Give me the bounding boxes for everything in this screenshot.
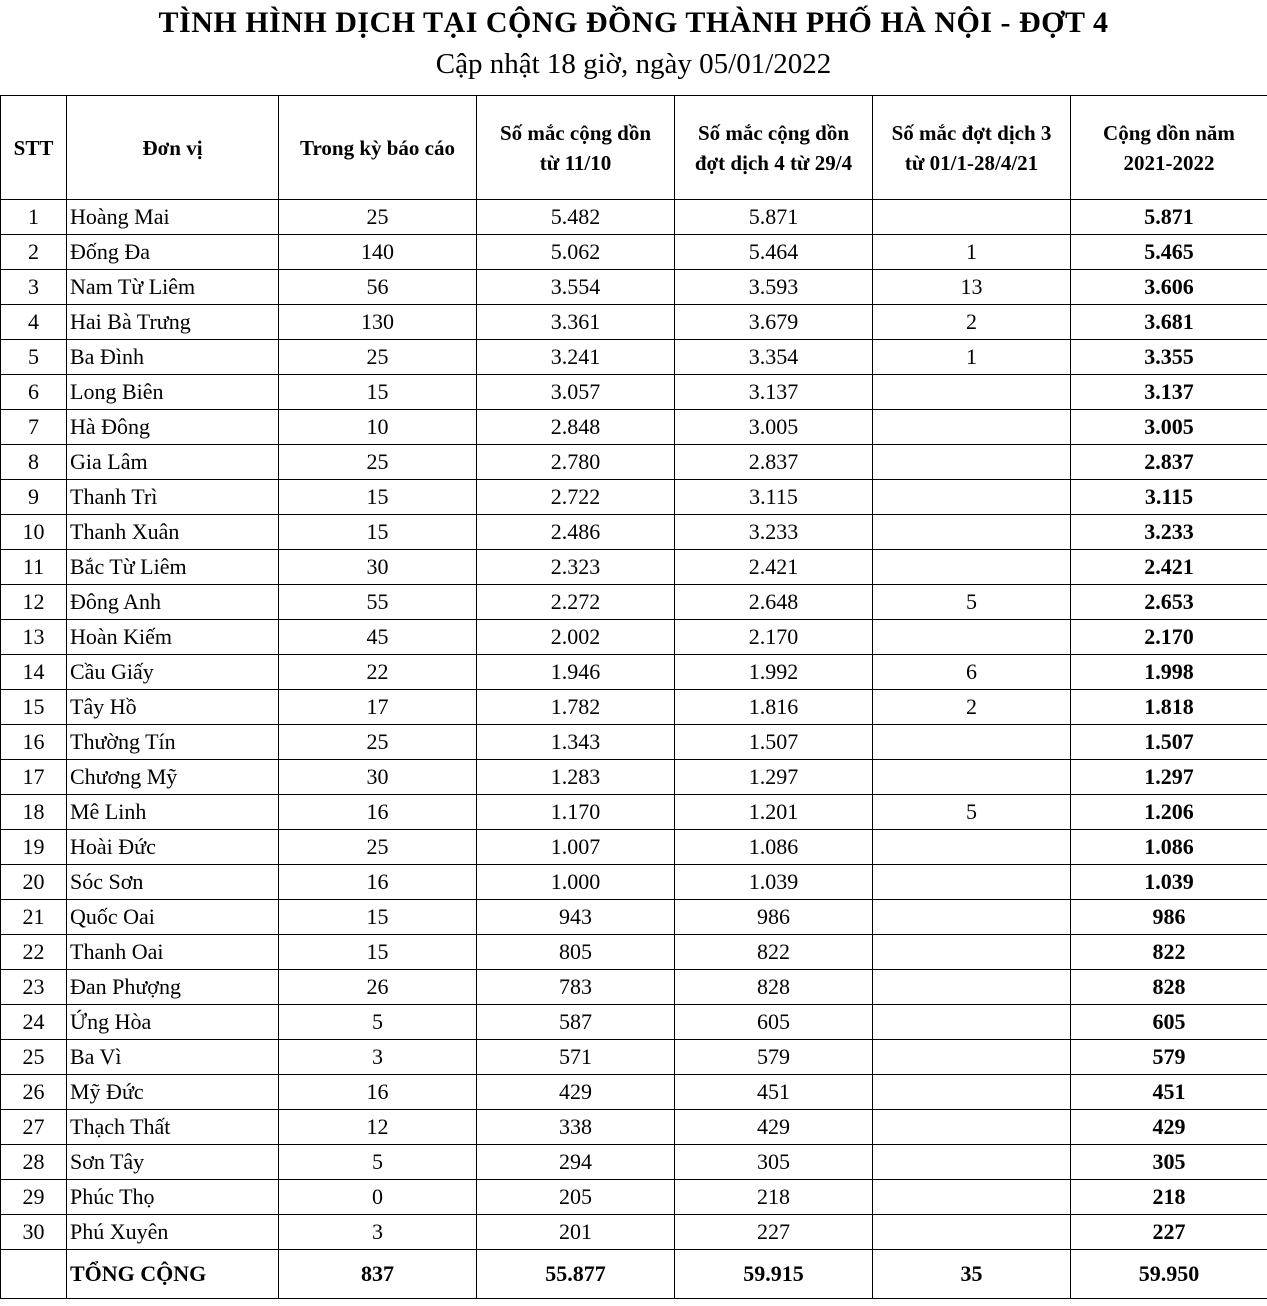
cell-unit: Ba Đình [67, 340, 279, 375]
cell-wave4: 1.992 [675, 655, 873, 690]
cell-wave3 [873, 1005, 1071, 1040]
cell-period: 45 [279, 620, 477, 655]
cell-total: 305 [1071, 1145, 1267, 1180]
cell-stt: 3 [1, 270, 67, 305]
cell-wave3 [873, 970, 1071, 1005]
header-period: Trong kỳ báo cáo [279, 96, 477, 200]
cell-total: 429 [1071, 1110, 1267, 1145]
cell-wave4: 2.837 [675, 445, 873, 480]
cell-unit: Sóc Sơn [67, 865, 279, 900]
cell-total: 1.998 [1071, 655, 1267, 690]
cell-stt: 11 [1, 550, 67, 585]
cell-since-1110: 1.283 [477, 760, 675, 795]
cell-total: 1.206 [1071, 795, 1267, 830]
cell-unit: Ứng Hòa [67, 1005, 279, 1040]
cell-since-1110: 2.272 [477, 585, 675, 620]
cell-wave3 [873, 1110, 1071, 1145]
cell-wave4: 1.086 [675, 830, 873, 865]
cell-unit: Hoài Đức [67, 830, 279, 865]
cell-wave3 [873, 375, 1071, 410]
cell-unit: Hoàng Mai [67, 200, 279, 235]
cell-wave3 [873, 760, 1071, 795]
cell-total: 1.086 [1071, 830, 1267, 865]
page-subtitle: Cập nhật 18 giờ, ngày 05/01/2022 [435, 48, 832, 80]
cell-since-1110: 1.343 [477, 725, 675, 760]
cell-stt: 14 [1, 655, 67, 690]
cell-unit: Phúc Thọ [67, 1180, 279, 1215]
cell-total: 3.606 [1071, 270, 1267, 305]
cell-unit: Thanh Trì [67, 480, 279, 515]
cell-total: 3.355 [1071, 340, 1267, 375]
cell-since-1110: 3.057 [477, 375, 675, 410]
cell-total: 3.681 [1071, 305, 1267, 340]
cell-period: 25 [279, 830, 477, 865]
cell-total: 3.233 [1071, 515, 1267, 550]
cell-wave4: 1.201 [675, 795, 873, 830]
table-row [1, 690, 1267, 725]
cell-since-1110: 943 [477, 900, 675, 935]
cell-stt: 12 [1, 585, 67, 620]
cell-unit: Phú Xuyên [67, 1215, 279, 1250]
cell-wave3 [873, 830, 1071, 865]
totals-since-1110: 55.877 [477, 1250, 675, 1299]
cell-unit: Hoàn Kiếm [67, 620, 279, 655]
cell-stt: 30 [1, 1215, 67, 1250]
cell-stt: 1 [1, 200, 67, 235]
cell-since-1110: 201 [477, 1215, 675, 1250]
cell-period: 3 [279, 1215, 477, 1250]
cell-total: 218 [1071, 1180, 1267, 1215]
cell-stt: 20 [1, 865, 67, 900]
cell-wave4: 605 [675, 1005, 873, 1040]
cell-wave3: 13 [873, 270, 1071, 305]
cell-since-1110: 5.482 [477, 200, 675, 235]
cell-since-1110: 294 [477, 1145, 675, 1180]
cell-wave3 [873, 200, 1071, 235]
cell-wave3: 5 [873, 795, 1071, 830]
cell-period: 16 [279, 865, 477, 900]
cell-stt: 27 [1, 1110, 67, 1145]
table-row [1, 935, 1267, 970]
totals-wave3: 35 [873, 1250, 1071, 1299]
cell-unit: Mê Linh [67, 795, 279, 830]
cell-since-1110: 429 [477, 1075, 675, 1110]
cell-total: 2.653 [1071, 585, 1267, 620]
cell-period: 0 [279, 1180, 477, 1215]
cell-wave4: 3.005 [675, 410, 873, 445]
table-row [1, 1215, 1267, 1250]
cell-unit: Đông Anh [67, 585, 279, 620]
table-row [1, 795, 1267, 830]
cell-unit: Quốc Oai [67, 900, 279, 935]
cell-stt: 18 [1, 795, 67, 830]
table-row [1, 655, 1267, 690]
cell-wave4: 451 [675, 1075, 873, 1110]
cell-wave4: 2.648 [675, 585, 873, 620]
cell-unit: Hà Đông [67, 410, 279, 445]
table-row [1, 725, 1267, 760]
cell-period: 15 [279, 375, 477, 410]
cell-wave3 [873, 550, 1071, 585]
table-row [1, 1110, 1267, 1145]
cell-period: 25 [279, 340, 477, 375]
cell-wave4: 579 [675, 1040, 873, 1075]
header-total-line2: 2021-2022 [1123, 150, 1215, 175]
cell-since-1110: 805 [477, 935, 675, 970]
cell-period: 15 [279, 480, 477, 515]
cell-stt: 6 [1, 375, 67, 410]
cell-since-1110: 2.780 [477, 445, 675, 480]
cell-wave3 [873, 445, 1071, 480]
cell-wave3 [873, 480, 1071, 515]
totals-stt [1, 1250, 67, 1299]
cell-since-1110: 2.002 [477, 620, 675, 655]
cell-wave3 [873, 515, 1071, 550]
table-row [1, 375, 1267, 410]
cell-unit: Cầu Giấy [67, 655, 279, 690]
cell-period: 12 [279, 1110, 477, 1145]
cell-stt: 4 [1, 305, 67, 340]
table-row [1, 620, 1267, 655]
cell-total: 986 [1071, 900, 1267, 935]
table-row [1, 410, 1267, 445]
cell-period: 17 [279, 690, 477, 725]
totals-total: 59.950 [1071, 1250, 1267, 1299]
cell-stt: 19 [1, 830, 67, 865]
cell-wave3 [873, 1215, 1071, 1250]
cell-unit: Chương Mỹ [67, 760, 279, 795]
table-row [1, 515, 1267, 550]
cell-wave4: 227 [675, 1215, 873, 1250]
header-total [1071, 96, 1267, 200]
cell-total: 227 [1071, 1215, 1267, 1250]
header-unit: Đơn vị [67, 96, 279, 200]
cell-since-1110: 205 [477, 1180, 675, 1215]
cell-since-1110: 587 [477, 1005, 675, 1040]
cell-total: 822 [1071, 935, 1267, 970]
totals-period: 837 [279, 1250, 477, 1299]
cell-stt: 26 [1, 1075, 67, 1110]
cell-stt: 16 [1, 725, 67, 760]
cell-wave4: 986 [675, 900, 873, 935]
cell-stt: 8 [1, 445, 67, 480]
cell-unit: Ba Vì [67, 1040, 279, 1075]
cell-wave3 [873, 865, 1071, 900]
cell-stt: 13 [1, 620, 67, 655]
cell-stt: 28 [1, 1145, 67, 1180]
table-body [1, 200, 1267, 1299]
cell-wave3: 5 [873, 585, 1071, 620]
cell-wave4: 828 [675, 970, 873, 1005]
cell-total: 3.137 [1071, 375, 1267, 410]
cell-stt: 23 [1, 970, 67, 1005]
cell-unit: Tây Hồ [67, 690, 279, 725]
cell-period: 15 [279, 900, 477, 935]
cell-wave3: 2 [873, 690, 1071, 725]
cell-wave4: 1.507 [675, 725, 873, 760]
table-row [1, 1180, 1267, 1215]
cell-stt: 29 [1, 1180, 67, 1215]
cell-wave4: 3.137 [675, 375, 873, 410]
cell-period: 5 [279, 1145, 477, 1180]
cell-total: 828 [1071, 970, 1267, 1005]
cell-wave3 [873, 1075, 1071, 1110]
table-row [1, 1005, 1267, 1040]
cell-wave3 [873, 620, 1071, 655]
cell-wave4: 429 [675, 1110, 873, 1145]
cell-unit: Thường Tín [67, 725, 279, 760]
cell-period: 3 [279, 1040, 477, 1075]
cell-since-1110: 2.486 [477, 515, 675, 550]
cell-stt: 24 [1, 1005, 67, 1040]
cell-since-1110: 1.170 [477, 795, 675, 830]
cell-period: 22 [279, 655, 477, 690]
cell-stt: 15 [1, 690, 67, 725]
table-row [1, 865, 1267, 900]
cell-total: 1.297 [1071, 760, 1267, 795]
cell-total: 1.818 [1071, 690, 1267, 725]
table-row [1, 445, 1267, 480]
cell-period: 25 [279, 725, 477, 760]
cell-stt: 22 [1, 935, 67, 970]
cell-stt: 9 [1, 480, 67, 515]
table-row [1, 305, 1267, 340]
totals-wave4: 59.915 [675, 1250, 873, 1299]
cell-total: 1.507 [1071, 725, 1267, 760]
cell-since-1110: 1.000 [477, 865, 675, 900]
cell-wave3: 2 [873, 305, 1071, 340]
cell-period: 55 [279, 585, 477, 620]
cell-wave3 [873, 935, 1071, 970]
table-row [1, 760, 1267, 795]
cell-total: 579 [1071, 1040, 1267, 1075]
table-row [1, 270, 1267, 305]
cell-period: 25 [279, 200, 477, 235]
header-wave4-line2: đợt dịch 4 từ 29/4 [694, 150, 853, 175]
header-wave3-line1: Số mắc đợt dịch 3 [891, 120, 1052, 145]
cell-unit: Gia Lâm [67, 445, 279, 480]
table-row [1, 480, 1267, 515]
cell-wave3: 1 [873, 235, 1071, 270]
cell-wave3 [873, 1180, 1071, 1215]
cell-since-1110: 1.782 [477, 690, 675, 725]
cell-period: 30 [279, 550, 477, 585]
cell-unit: Nam Từ Liêm [67, 270, 279, 305]
cell-since-1110: 3.361 [477, 305, 675, 340]
totals-row [1, 1250, 1267, 1299]
cell-stt: 17 [1, 760, 67, 795]
cell-since-1110: 2.323 [477, 550, 675, 585]
header-wave3-line2: từ 01/1-28/4/21 [904, 150, 1039, 175]
cell-wave3 [873, 1040, 1071, 1075]
cell-unit: Đống Đa [67, 235, 279, 270]
header-since-1110-line2: từ 11/10 [539, 150, 612, 175]
cell-wave4: 3.115 [675, 480, 873, 515]
cell-period: 16 [279, 1075, 477, 1110]
cell-since-1110: 338 [477, 1110, 675, 1145]
header-since-1110-line1: Số mắc cộng dồn [499, 120, 652, 145]
cases-table [0, 95, 1267, 1299]
cell-wave4: 3.679 [675, 305, 873, 340]
cell-period: 25 [279, 445, 477, 480]
cell-unit: Thanh Xuân [67, 515, 279, 550]
cell-stt: 7 [1, 410, 67, 445]
table-row [1, 235, 1267, 270]
cell-unit: Long Biên [67, 375, 279, 410]
cell-wave3 [873, 900, 1071, 935]
cell-since-1110: 3.554 [477, 270, 675, 305]
cell-total: 605 [1071, 1005, 1267, 1040]
cell-wave4: 305 [675, 1145, 873, 1180]
cell-stt: 25 [1, 1040, 67, 1075]
cell-wave4: 822 [675, 935, 873, 970]
cell-unit: Thạch Thất [67, 1110, 279, 1145]
cell-total: 3.005 [1071, 410, 1267, 445]
cell-total: 3.115 [1071, 480, 1267, 515]
table-row [1, 1075, 1267, 1110]
cell-period: 10 [279, 410, 477, 445]
cell-wave4: 218 [675, 1180, 873, 1215]
cell-stt: 5 [1, 340, 67, 375]
cell-unit: Mỹ Đức [67, 1075, 279, 1110]
cell-since-1110: 2.722 [477, 480, 675, 515]
cell-wave4: 1.297 [675, 760, 873, 795]
cell-since-1110: 1.946 [477, 655, 675, 690]
cell-total: 1.039 [1071, 865, 1267, 900]
cell-since-1110: 571 [477, 1040, 675, 1075]
cell-unit: Hai Bà Trưng [67, 305, 279, 340]
cell-period: 140 [279, 235, 477, 270]
cell-wave4: 3.593 [675, 270, 873, 305]
cell-total: 451 [1071, 1075, 1267, 1110]
cell-wave4: 1.039 [675, 865, 873, 900]
cell-wave4: 2.170 [675, 620, 873, 655]
page-title: TÌNH HÌNH DỊCH TẠI CỘNG ĐỒNG THÀNH PHỐ HÀ NỘI - ĐỢT 4 [158, 6, 1109, 39]
cell-wave4: 2.421 [675, 550, 873, 585]
cell-wave4: 1.816 [675, 690, 873, 725]
cell-wave3: 6 [873, 655, 1071, 690]
header-wave3 [873, 96, 1071, 200]
cell-since-1110: 783 [477, 970, 675, 1005]
cell-unit: Sơn Tây [67, 1145, 279, 1180]
cell-total: 2.837 [1071, 445, 1267, 480]
table-row [1, 340, 1267, 375]
table-row [1, 900, 1267, 935]
cell-wave4: 3.233 [675, 515, 873, 550]
header-stt: STT [1, 96, 67, 200]
cell-stt: 10 [1, 515, 67, 550]
cell-wave4: 5.871 [675, 200, 873, 235]
cell-since-1110: 2.848 [477, 410, 675, 445]
cell-total: 5.465 [1071, 235, 1267, 270]
table-row [1, 200, 1267, 235]
cell-unit: Đan Phượng [67, 970, 279, 1005]
header-row [1, 96, 1267, 200]
table-row [1, 1040, 1267, 1075]
cell-wave4: 3.354 [675, 340, 873, 375]
header-since-1110 [477, 96, 675, 200]
table-row [1, 830, 1267, 865]
table-row [1, 970, 1267, 1005]
table-row [1, 550, 1267, 585]
totals-label: TỔNG CỘNG [67, 1250, 279, 1299]
cell-wave3: 1 [873, 340, 1071, 375]
cell-period: 15 [279, 935, 477, 970]
cell-since-1110: 5.062 [477, 235, 675, 270]
cell-wave3 [873, 1145, 1071, 1180]
header-total-line1: Cộng dồn năm [1103, 120, 1235, 145]
cell-period: 5 [279, 1005, 477, 1040]
cell-period: 30 [279, 760, 477, 795]
header-wave4-line1: Số mắc cộng dồn [697, 120, 850, 145]
cell-total: 5.871 [1071, 200, 1267, 235]
cell-period: 16 [279, 795, 477, 830]
cell-wave3 [873, 725, 1071, 760]
cell-period: 15 [279, 515, 477, 550]
cell-total: 2.170 [1071, 620, 1267, 655]
cell-wave3 [873, 410, 1071, 445]
cell-since-1110: 1.007 [477, 830, 675, 865]
cell-period: 130 [279, 305, 477, 340]
cell-unit: Thanh Oai [67, 935, 279, 970]
cell-unit: Bắc Từ Liêm [67, 550, 279, 585]
cell-stt: 2 [1, 235, 67, 270]
cell-period: 26 [279, 970, 477, 1005]
cell-stt: 21 [1, 900, 67, 935]
table-row [1, 585, 1267, 620]
cell-since-1110: 3.241 [477, 340, 675, 375]
cell-total: 2.421 [1071, 550, 1267, 585]
cell-wave4: 5.464 [675, 235, 873, 270]
table-row [1, 1145, 1267, 1180]
header-wave4 [675, 96, 873, 200]
cell-period: 56 [279, 270, 477, 305]
